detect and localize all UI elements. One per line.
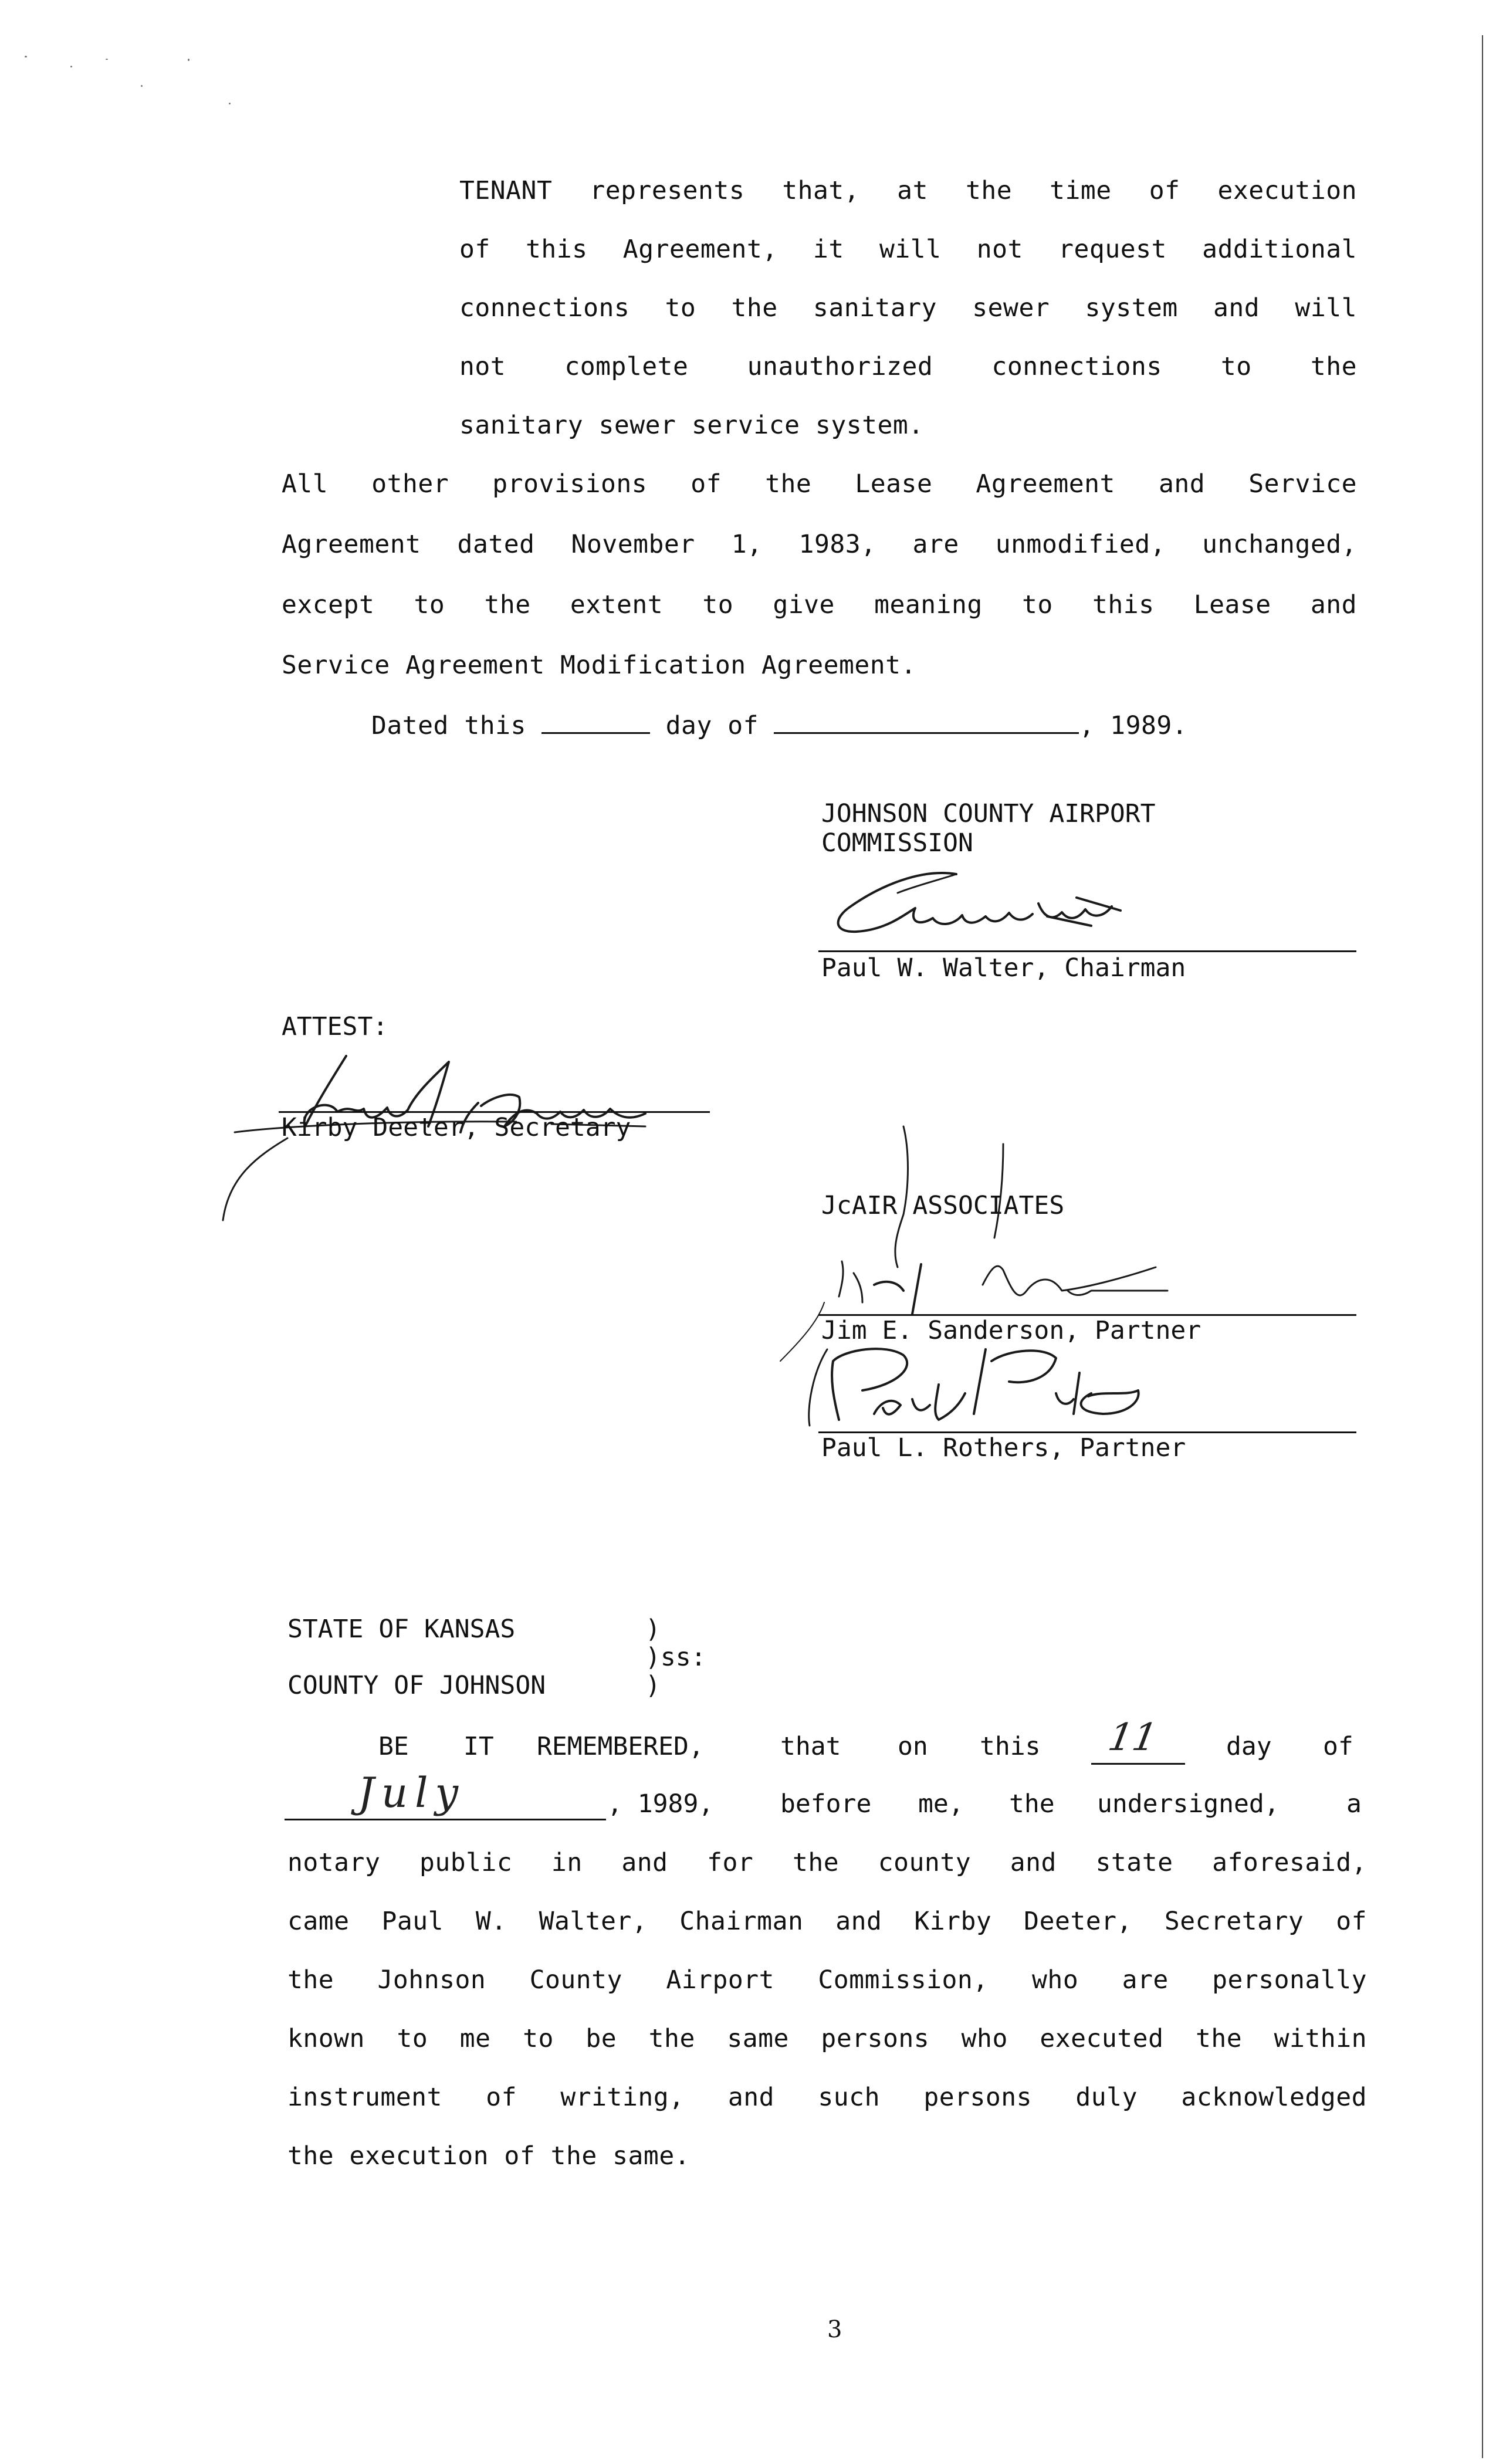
ack-line: the Johnson County Airport Commission, who are personally (287, 1965, 1367, 1995)
tenant-line: TENANT represents that, at the time of execution (459, 176, 1357, 205)
sanderson-signature (815, 1115, 1226, 1338)
provisions-line: Agreement dated November 1, 1983, are unmodified, unchanged, (282, 530, 1357, 559)
dated-middle: day of (665, 711, 759, 740)
attest-label: ATTEST: (282, 1012, 388, 1041)
day-blank (541, 710, 650, 734)
ack-day-blank (1091, 1763, 1185, 1765)
ack-word: a (1346, 1789, 1362, 1819)
scan-edge-line (1482, 35, 1483, 2458)
dated-prefix: Dated this (371, 711, 526, 740)
ack-word: of (1323, 1732, 1353, 1761)
venue-state: STATE OF KANSAS (287, 1615, 516, 1644)
venue-ss: )ss: (645, 1643, 706, 1672)
ack-line: instrument of writing, and such persons duly acknowledged (287, 2083, 1367, 2112)
ack-word: before (780, 1789, 872, 1819)
commission-name-line1: JOHNSON COUNTY AIRPORT (821, 799, 1156, 828)
rothers-signature (798, 1338, 1179, 1431)
rothers-signer-name: Paul L. Rothers, Partner (821, 1433, 1186, 1463)
walter-signer-name: Paul W. Walter, Chairman (821, 953, 1186, 983)
ack-line: the execution of the same. (287, 2141, 691, 2171)
ack-month-handwritten: July (358, 1769, 466, 1817)
deeter-signer-name: Kirby Deeter, Secretary (282, 1113, 631, 1142)
ack-line: came Paul W. Walter, Chairman and Kirby Deeter, Secretary of (287, 1907, 1367, 1936)
venue-paren-top: ) (645, 1615, 661, 1644)
ack-word: , 1989, (607, 1789, 714, 1819)
tenant-line: not complete unauthorized connections to the (459, 352, 1357, 381)
walter-signature (815, 862, 1167, 950)
scan-speckle (106, 59, 108, 60)
month-blank (774, 710, 1079, 734)
venue-paren-bottom: ) (645, 1671, 661, 1700)
scan-speckle (25, 56, 27, 57)
provisions-line: except to the extent to give meaning to this Lease and (282, 590, 1357, 620)
ack-word: that (780, 1732, 841, 1761)
ack-word: me, (918, 1789, 964, 1819)
dated-line (371, 710, 1187, 740)
page-number: 3 (827, 2316, 842, 2343)
scan-speckle (70, 66, 72, 67)
scan-speckle (141, 85, 143, 87)
tenant-line: connections to the sanitary sewer system and will (459, 293, 1357, 323)
dated-suffix: , 1989. (1079, 711, 1188, 740)
tenant-line: sanitary sewer service system. (459, 411, 924, 440)
ack-word: day (1226, 1732, 1272, 1761)
ack-line: known to me to be the same persons who executed the within (287, 2024, 1367, 2053)
ack-day-handwritten: 11 (1105, 1716, 1160, 1759)
provisions-line: All other provisions of the Lease Agreement and Service (282, 469, 1357, 499)
venue-county: COUNTY OF JOHNSON (287, 1671, 546, 1700)
scan-speckle (229, 103, 231, 104)
ack-word: REMEMBERED, (537, 1732, 704, 1761)
ack-word: IT (463, 1732, 494, 1761)
ack-word: BE (378, 1732, 409, 1761)
commission-name-line2: COMMISSION (821, 828, 973, 858)
ack-word: on (898, 1732, 928, 1761)
provisions-line: Service Agreement Modification Agreement. (282, 651, 916, 680)
ack-word: the (1009, 1789, 1055, 1819)
ack-word: this (980, 1732, 1041, 1761)
tenant-line: of this Agreement, it will not request additional (459, 235, 1357, 264)
ack-month-blank (285, 1819, 606, 1820)
scan-speckle (188, 59, 189, 61)
ack-word: undersigned, (1097, 1789, 1280, 1819)
walter-signature-line (818, 950, 1356, 952)
jcair-org-name: JcAIR ASSOCIATES (821, 1191, 1065, 1220)
ack-line: notary public in and for the county and state aforesaid, (287, 1848, 1367, 1877)
sanderson-signer-name: Jim E. Sanderson, Partner (821, 1316, 1201, 1345)
